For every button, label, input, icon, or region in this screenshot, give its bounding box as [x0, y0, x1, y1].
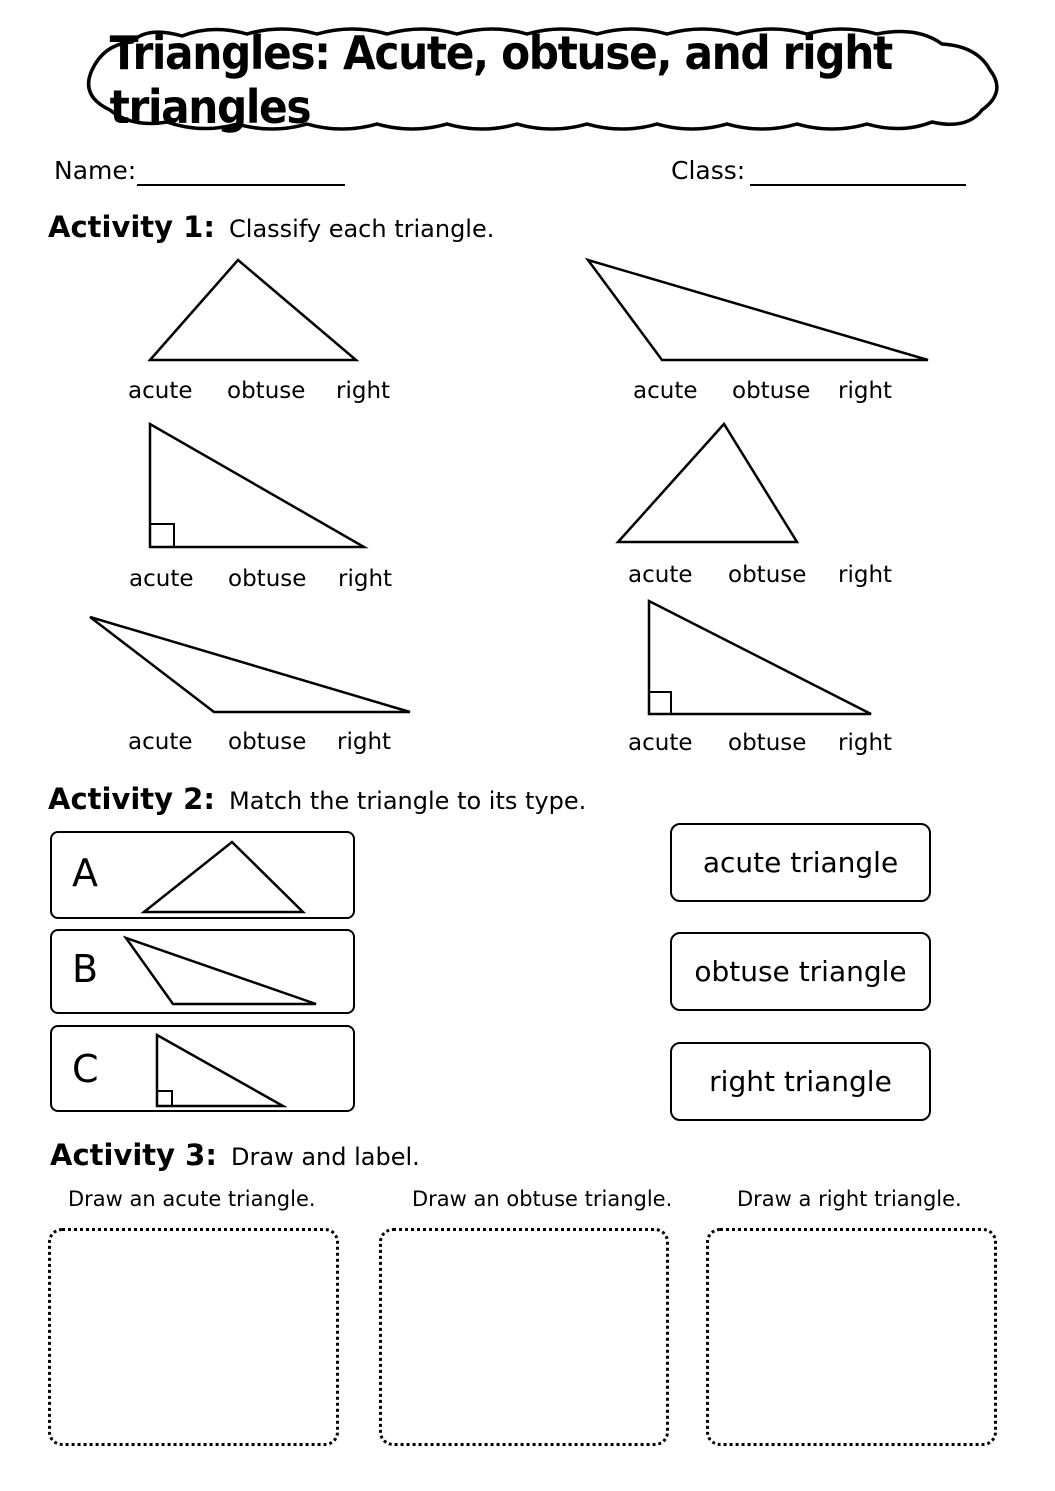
class-field[interactable] [750, 184, 966, 186]
activity2-title: Activity 2: [48, 782, 215, 816]
match-triangle-a [52, 833, 357, 921]
option-acute[interactable]: acute [633, 378, 698, 404]
activity1-instruction: Classify each triangle. [229, 215, 495, 243]
option-obtuse[interactable]: obtuse [728, 562, 807, 588]
option-obtuse[interactable]: obtuse [228, 729, 307, 755]
option-right[interactable]: right [338, 566, 393, 592]
match-letter-a: A [72, 851, 98, 895]
activity3-instruction: Draw and label. [231, 1143, 420, 1171]
match-box-a[interactable] [50, 831, 355, 919]
option-acute[interactable]: acute [128, 378, 193, 404]
triangle-5 [90, 617, 410, 712]
activity3-title: Activity 3: [50, 1138, 217, 1172]
draw-prompt-right: Draw a right triangle. [737, 1187, 962, 1211]
match-box-c[interactable] [50, 1025, 355, 1112]
page-title: Triangles: Acute, obtuse, and right triangles [109, 25, 892, 134]
type-box-obtuse[interactable]: obtuse triangle [670, 932, 931, 1011]
activity2-heading [48, 782, 586, 816]
type-box-right[interactable]: right triangle [670, 1042, 931, 1121]
triangle-6 [649, 601, 871, 714]
option-obtuse[interactable]: obtuse [728, 730, 807, 756]
triangle-1 [150, 260, 356, 360]
match-box-b[interactable] [50, 929, 355, 1014]
option-right[interactable]: right [336, 378, 391, 404]
draw-area-acute[interactable] [48, 1228, 339, 1446]
option-right[interactable]: right [337, 729, 392, 755]
draw-area-right[interactable] [706, 1228, 997, 1446]
option-obtuse[interactable]: obtuse [228, 566, 307, 592]
option-acute[interactable]: acute [628, 562, 693, 588]
name-label: Name: [54, 156, 137, 185]
option-right[interactable]: right [838, 730, 893, 756]
option-acute[interactable]: acute [128, 729, 193, 755]
right-angle-mark [649, 692, 671, 714]
triangle-4 [618, 424, 797, 542]
class-label: Class: [671, 156, 746, 185]
activity1-heading [48, 210, 494, 244]
match-triangle-b [52, 931, 357, 1016]
option-obtuse[interactable]: obtuse [227, 378, 306, 404]
triangle-2 [588, 260, 928, 360]
option-right[interactable]: right [838, 562, 893, 588]
option-acute[interactable]: acute [129, 566, 194, 592]
name-field[interactable] [137, 184, 345, 186]
triangle-3 [150, 424, 364, 547]
right-angle-mark [150, 524, 174, 547]
activity3-heading [50, 1138, 420, 1172]
draw-area-obtuse[interactable] [379, 1228, 669, 1446]
match-triangle-c [52, 1027, 357, 1114]
option-obtuse[interactable]: obtuse [732, 378, 811, 404]
option-right[interactable]: right [838, 378, 893, 404]
match-letter-c: C [72, 1047, 99, 1091]
type-box-acute[interactable]: acute triangle [670, 823, 931, 902]
activity1-title: Activity 1: [48, 210, 215, 244]
option-acute[interactable]: acute [628, 730, 693, 756]
draw-prompt-acute: Draw an acute triangle. [68, 1187, 316, 1211]
match-letter-b: B [72, 947, 99, 991]
draw-prompt-obtuse: Draw an obtuse triangle. [412, 1187, 673, 1211]
activity2-instruction: Match the triangle to its type. [229, 787, 587, 815]
